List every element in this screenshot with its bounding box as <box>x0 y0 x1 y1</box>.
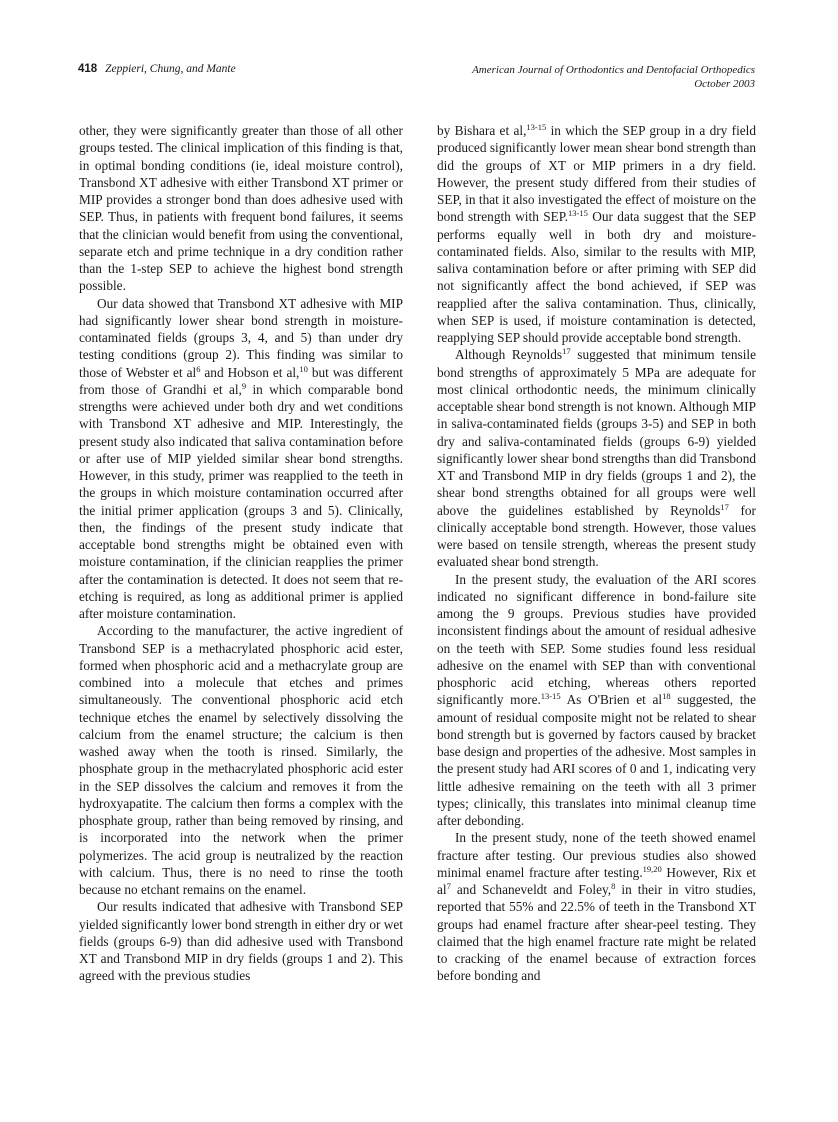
text-run: Our data suggest that the SEP performs equally well in both dry and moisture-contaminated fields. Also, similar to the results with MIP, saliva contamination before or after priming with SEP did not significantly affect the bond achieved, if SEP was reapplied after the saliva contamination. Thus, clinically, when SEP is used, if moisture contamination is detected, reapplying SEP should provide acceptable bond strength. <box>437 209 756 345</box>
text-run: and Schaneveldt and Foley, <box>450 882 612 897</box>
citation-superscript: 17 <box>720 501 729 512</box>
page-number: 418 <box>78 63 98 75</box>
text-run: However, Rix et al <box>437 864 756 897</box>
left-column <box>79 122 403 985</box>
citation-superscript: 9 <box>241 380 247 391</box>
right-column <box>437 122 756 985</box>
text-run: Our results indicated that adhesive with Transbond SEP yielded significantly lower bond strength in either dry or wet fields (groups 6-9) than did adhesive used with Transbond XT and Transbond MIP in dry fields (groups 1 and 2). This agreed with the previous studies <box>79 899 403 984</box>
body-paragraph <box>79 622 403 898</box>
citation-superscript: 13-15 <box>540 691 561 702</box>
text-run: by Bishara et al, <box>437 123 527 138</box>
body-paragraph <box>437 829 756 984</box>
body-paragraph <box>79 295 403 623</box>
text-run: other, they were significantly greater than those of all other groups tested. The clinical implication of this finding is that, in optimal bonding conditions (ie, ideal moisture control), Transbond XT adhesive with either Transbond XT primer or MIP provides a stronger bond than does adhesive used with SEP. Thus, in patients with frequent bond failures, it seems that the clinician would benefit from using the conventional, separate etch and prime technique in a dry condition rather than the 1-step SEP to achieve the highest bond strength possible. <box>79 123 403 294</box>
text-run: but was different from those of Grandhi et al, <box>79 364 403 397</box>
text-run: suggested, the amount of residual composite might not be related to shear bond strength but is governed by factors caused by bracket base design and properties of the adhesive. Most samples in the present study had ARI scores of 0 and 1, indicating very little adhesive remaining on the teeth with all 3 primer types; clinically, this translates into minimal cleanup time after debonding. <box>437 692 756 828</box>
body-paragraph <box>437 571 756 830</box>
text-run: in which the SEP group in a dry field produced significantly lower mean shear bond strength than did the groups of XT or MIP primers in a dry field. However, the present study differed from their studies of SEP, in that it also investigated the effect of moisture on the bond strength with SEP. <box>437 123 757 225</box>
citation-superscript: 19,20 <box>642 863 662 874</box>
citation-superscript: 13-15 <box>568 208 588 219</box>
text-run: in their in vitro studies, reported that 55% and 22.5% of teeth in the Transbond XT groups had enamel fracture after shear-peel testing. They claimed that the high enamel fracture rate might be related to cracking of the enamel because of extraction forces before bonding and <box>437 882 756 984</box>
text-run: and Hobson et al, <box>200 364 300 380</box>
header-left <box>78 63 236 75</box>
text-run: for clinically acceptable bond strength. However, those values were based on tensile strength, whereas the present study evaluated shear bond strength. <box>437 502 756 570</box>
citation-superscript: 10 <box>299 363 308 374</box>
text-run: in which comparable bond strengths were achieved under both dry and wet conditions with Transbond XT adhesive and MIP. Interestingly, the present study also indicated that saliva contamination before or after use of MIP yielded similar shear bond strengths. However, in this study, primer was reapplied to the teeth in the groups in which moisture contamination occurred after the initial primer application (groups 3 and 5). Clinically, then, the findings of the present study indicate that acceptable bond strengths might be obtained even with moisture contamination, if the clinician reapplies the primer after the contamination is detected. It does not seem that re-etching is required, as long as additional primer is applied after moisture contamination. <box>79 381 404 621</box>
body-paragraph <box>79 122 403 295</box>
text-run: Although Reynolds <box>455 347 563 363</box>
text-run: suggested that minimum tensile bond strengths of approximately 5 MPa are adequate for most clinical orthodontic needs, the minimum clinically acceptable shear bond strength is not known. Although MIP in saliva-contaminated fields (groups 3-5) and SEP in both dry and saliva-contaminated fields (groups 6-9) yielded significantly lower shear bond strengths than did Transbond XT and Transbond MIP in dry fields (groups 1 and 2), the shear bond strengths obtained for all groups were well above the guidelines established by Reynolds <box>437 347 756 518</box>
body-paragraph <box>437 346 756 570</box>
citation-superscript: 8 <box>611 881 616 891</box>
text-run: In the present study, none of the teeth showed enamel fracture after testing. Our previous studies also showed minimal enamel fracture after testing. <box>437 830 756 880</box>
citation-superscript: 17 <box>562 346 571 357</box>
citation-superscript: 18 <box>662 691 671 702</box>
text-run: As O'Brien et al <box>560 692 663 708</box>
header-right <box>472 63 755 91</box>
body-paragraph <box>437 122 756 346</box>
journal-title: American Journal of Orthodontics and Dentofacial Orthopedics <box>472 64 755 76</box>
running-authors: Zeppieri, Chung, and Mante <box>105 63 236 75</box>
citation-superscript: 13-15 <box>526 122 547 132</box>
text-run: In the present study, the evaluation of the ARI scores indicated no significant difference in bond-failure site among the 9 groups. Previous studies have provided inconsistent findings about the amount of residual adhesive on the teeth with SEP. Some studies found less residual adhesive on the enamel with SEP than with conventional phosphoric acid etching, whereas others reported significantly more. <box>437 571 756 708</box>
running-header <box>78 63 755 95</box>
text-run: Our data showed that Transbond XT adhesive with MIP had significantly lower shear bond strength in moisture-contaminated fields (groups 3, 4, and 5) than under dry testing conditions (group 2). This finding was similar to those of Webster et al <box>79 295 403 380</box>
body-paragraph <box>79 898 403 984</box>
text-run: According to the manufacturer, the active ingredient of Transbond SEP is a methacrylated phosphoric acid ester, formed when phosphoric acid and a methacrylate group are combined into a molecule that etches and primes simultaneously. The conventional phosphoric acid etch technique etches the enamel by selectively dissolving the calcium from the enamel structure; the calcium is then washed away when the tooth is rinsed. Similarly, the phosphate group in the methacrylated phosphoric acid ester in the SEP dissolves the calcium and removes it from the hydroxyapatite. The calcium then forms a complex with the phosphate group, rather than being removed by rinsing, and is incorporated into the network when the primer polymerizes. The acid group is neutralized by the reaction with calcium. Thus, there is no need to rinse the tooth because no etchant remains on the enamel. <box>79 623 403 897</box>
citation-superscript: 6 <box>196 363 201 374</box>
issue-date: October 2003 <box>694 78 755 90</box>
citation-superscript: 7 <box>446 881 451 891</box>
